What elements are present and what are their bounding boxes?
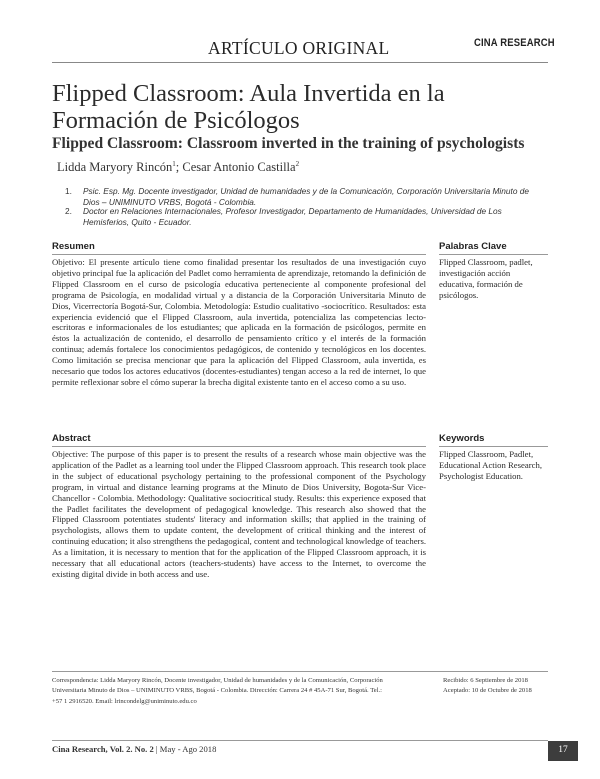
affiliation-marker: 1 xyxy=(172,160,176,168)
keywords-heading: Keywords xyxy=(439,433,485,444)
received-date: Recibido: 6 Septiembre de 2018 xyxy=(443,677,528,684)
footer-date: | May - Ago 2018 xyxy=(153,744,217,754)
affiliation-marker: 2 xyxy=(295,160,300,168)
author-name: Cesar Antonio Castilla xyxy=(182,160,296,175)
journal-brand: CINA RESEARCH xyxy=(474,37,555,49)
affiliation-number: 2. xyxy=(65,206,72,216)
affiliation-number: 1. xyxy=(65,186,72,196)
page-number: 17 xyxy=(558,745,568,755)
keywords-divider xyxy=(439,446,548,447)
author-separator: ; xyxy=(175,160,183,175)
abstract-divider xyxy=(52,446,426,447)
abstract-heading: Abstract xyxy=(52,433,91,444)
abstract-text: Objective: The purpose of this paper is to present the results of a research whose main objective was the application of the Padlet as a learning tool under the Flipped Classroom approach. This research took place in the subject of educational psychology pertaining to the professional component of the Psychology program, in virtual and distance learning programs at the Minuto de Dios University, Bogota-Sur Vice-Chancellor - Colombia. Methodology: Qualitative sociocritical study. Results: this experience exposed that the Padlet facilitates the development of pedagogical knowledge. This research also showed that the Flipped Classroom potentiates students' literacy and information skills; that applied in the training of psychologists, allows them to update content, the development of critical thinking and the interest of continuing education; it also strengthens the pedagogical, content and technological knowledge of teachers. As a limitation, it is necessary to mention that for the application of the Flipped Classroom approach, it is necessary that all educational actors (teachers-students) have access to the Internet, to overcome the existing digital divide in both access and use. xyxy=(52,449,426,579)
affiliation-text: Doctor en Relaciones Internacionales, Profesor Investigador, Departamento de Humanidades, Universidad de Los Hemisferios, Quito - Ecuador. xyxy=(83,206,502,227)
article-subtitle: Flipped Classroom: Classroom inverted in the training of psychologists xyxy=(52,135,525,152)
section-label: ARTÍCULO ORIGINAL xyxy=(208,38,390,58)
author-name: Lidda Maryory Rincón xyxy=(57,160,173,175)
palabras-clave-heading: Palabras Clave xyxy=(439,241,507,252)
palabras-clave-divider xyxy=(439,254,548,255)
palabras-clave-text: Flipped Classroom, padlet, investigación acción educativa, formación de psicólogos. xyxy=(439,257,533,300)
author-list xyxy=(57,160,299,175)
footer-journal: Cina Research, Vol. 2. No. 2 xyxy=(52,744,154,754)
resumen-text: Objetivo: El presente artículo tiene como finalidad presentar los resultados de una investigación cuyo objetivo principal fue la aplicación del Padlet como herramienta de aprendizaje, retomando la definición de Flipped Classroom en el curso de psicología educativa perteneciente al componente profesional del programa de Psicología, en modalidad virtual y a distancia de la Corporación Universitaria Minuto de Dios, Vicerrectoría Bogotá-Sur, Colombia. Metodología: Estudio cualitativo -sociocrítico. Resultados: esta experiencia evidenció que el Flipped Classroom, aula invertida, potencializa las competencias lecto-escritoras e informacionales de los estudiantes; que aplicada en la formación de psicólogos, permite en éstos la actualización de contenido, el desarrollo de pensamiento crítico y el interés de la formación continua; además fortalece los conocimientos pedagógicos, de contenido y tecnológicos en los docentes. Como limitación se precisa mencionar que para la aplicación del Flipped Classroom, aula invertida, es necesario que todos los actores educativos (docentes-estudiantes) tengan acceso a la red de internet, lo que permite reflexionar sobre el cómo superar la brecha digital existente tanto en el acceso como a su uso. xyxy=(52,257,426,387)
article-title: Flipped Classroom: Aula Invertida en la Formación de Psicólogos xyxy=(52,80,445,134)
footnote-divider xyxy=(52,671,548,672)
footer-citation xyxy=(52,744,216,754)
affiliation-text: Psic. Esp. Mg. Docente investigador, Unidad de humanidades y de la Comunicación, Corporación Universitaria Minuto de Dios – UNIMINUTO VRBS, Bogotá - Colombia. xyxy=(83,186,529,207)
accepted-date: Aceptado: 10 de Octubre de 2018 xyxy=(443,687,532,695)
keywords-text: Flipped Classroom, Padlet, Educational Action Research, Psychologist Education. xyxy=(439,449,543,481)
resumen-divider xyxy=(52,254,426,255)
page-number-box xyxy=(548,741,578,761)
resumen-heading: Resumen xyxy=(52,241,95,252)
header-divider xyxy=(52,62,548,63)
submission-dates xyxy=(443,676,532,697)
footer-divider xyxy=(52,740,548,741)
correspondence-note: Correspondencia: Lidda Maryory Rincón, Docente investigador, Unidad de humanidades y de la Comunicación, Corporación Universitaria Minuto de Dios – UNIMINUTO VRBS, Bogotá - Colombia. Dirección: Carrera 24 # 45A-71 Sur, Bogotá. Tel.: +57 1 2916520. Email: lrincondelg@uniminuto.edu.co xyxy=(52,677,383,705)
